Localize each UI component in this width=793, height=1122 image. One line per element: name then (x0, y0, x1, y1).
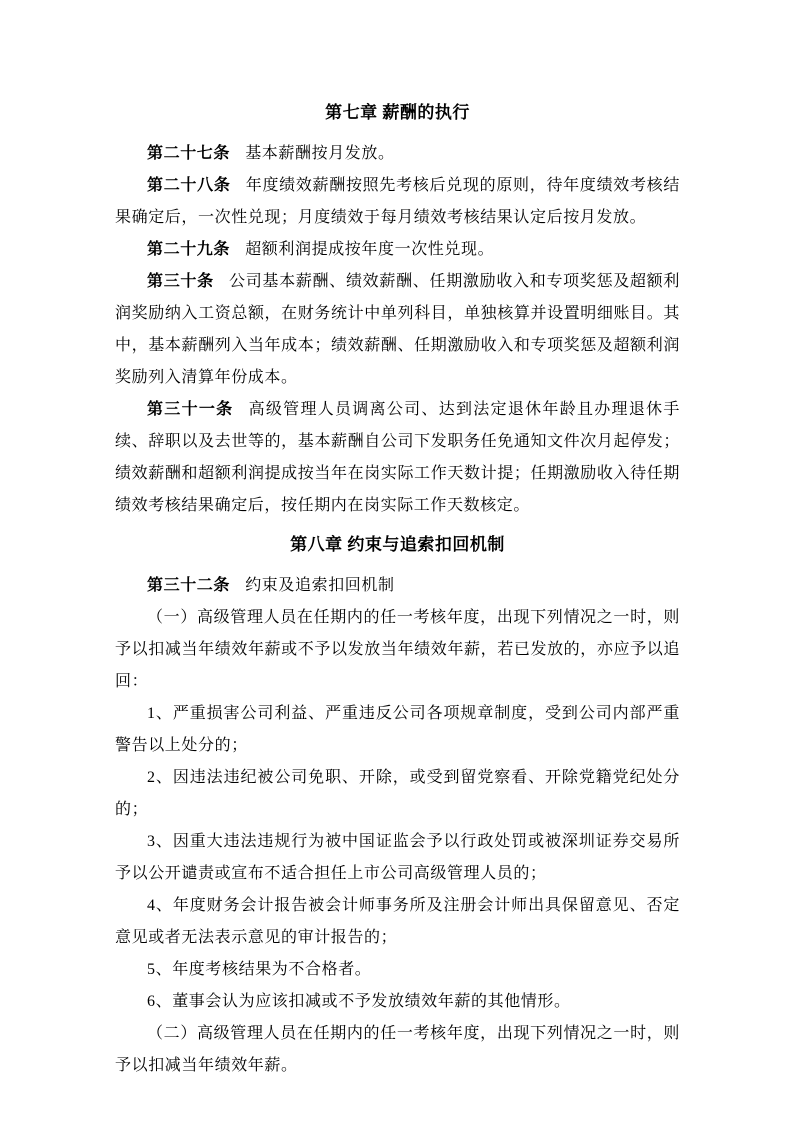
article-30-text: 公司基本薪酬、绩效薪酬、任期激励收入和专项奖惩及超额利润奖励纳入工资总额，在财务统计中单列科目，单独核算并设置明细账目。其中，基本薪酬列入当年成本；绩效薪酬、任期激励收入和专项奖惩及超额利润奖励列入清算年份成本。 (115, 273, 680, 386)
clause-2-intro-text: （二）高级管理人员在任期内的任一考核年度，出现下列情况之一时，则予以扣减当年绩效年薪。 (115, 1025, 680, 1074)
article-27-text: 基本薪酬按月发放。 (245, 145, 395, 162)
item-2-paragraph (115, 762, 680, 826)
article-27-paragraph (115, 138, 680, 170)
article-29-text: 超额利润提成按年度一次性兑现。 (245, 241, 495, 258)
clause-2-intro-paragraph (115, 1018, 680, 1082)
item-3-paragraph (115, 826, 680, 890)
article-30-number: 第三十条 (147, 273, 214, 290)
item-4-paragraph (115, 890, 680, 954)
article-29-paragraph (115, 234, 680, 266)
chapter-7-title: 第七章 薪酬的执行 (325, 103, 470, 122)
chapter-8-section (115, 529, 680, 1082)
article-31-number: 第三十一条 (147, 401, 234, 418)
item-6-paragraph (115, 986, 680, 1018)
article-31-paragraph (115, 394, 680, 522)
article-32-paragraph (115, 570, 680, 602)
chapter-7-section (115, 97, 680, 522)
item-2-text: 2、因违法违纪被公司免职、开除，或受到留党察看、开除党籍党纪处分的； (115, 769, 680, 818)
clause-1-intro-paragraph (115, 602, 680, 698)
article-32-text: 约束及追索扣回机制 (245, 577, 395, 594)
article-29-number: 第二十九条 (147, 241, 231, 258)
item-1-text: 1、严重损害公司利益、严重违反公司各项规章制度，受到公司内部严重警告以上处分的； (115, 705, 680, 754)
article-28-number: 第二十八条 (147, 177, 231, 194)
item-4-text: 4、年度财务会计报告被会计师事务所及注册会计师出具保留意见、否定意见或者无法表示意见的审计报告的； (115, 897, 680, 946)
chapter-8-title: 第八章 约束与追索扣回机制 (290, 535, 505, 554)
clause-1-intro-text: （一）高级管理人员在任期内的任一考核年度，出现下列情况之一时，则予以扣减当年绩效年薪或不予以发放当年绩效年薪，若已发放的，亦应予以追回： (115, 609, 680, 690)
item-3-text: 3、因重大违法违规行为被中国证监会予以行政处罚或被深圳证券交易所予以公开谴责或宣布不适合担任上市公司高级管理人员的； (115, 833, 680, 882)
article-28-text: 年度绩效薪酬按照先考核后兑现的原则，待年度绩效考核结果确定后，一次性兑现；月度绩效于每月绩效考核结果认定后按月发放。 (115, 177, 680, 226)
article-28-paragraph (115, 170, 680, 234)
item-1-paragraph (115, 698, 680, 762)
article-31-text: 高级管理人员调离公司、达到法定退休年龄且办理退休手续、辞职以及去世等的，基本薪酬自公司下发职务任免通知文件次月起停发；绩效薪酬和超额利润提成按当年在岗实际工作天数计提；任期激励收入待任期绩效考核结果确定后，按任期内在岗实际工作天数核定。 (115, 401, 680, 514)
article-27-number: 第二十七条 (147, 145, 231, 162)
article-32-number: 第三十二条 (147, 577, 231, 594)
article-30-paragraph (115, 266, 680, 394)
item-5-paragraph (115, 954, 680, 986)
item-5-text: 5、年度考核结果为不合格者。 (147, 961, 372, 978)
item-6-text: 6、董事会认为应该扣减或不予发放绩效年薪的其他情形。 (147, 993, 571, 1010)
